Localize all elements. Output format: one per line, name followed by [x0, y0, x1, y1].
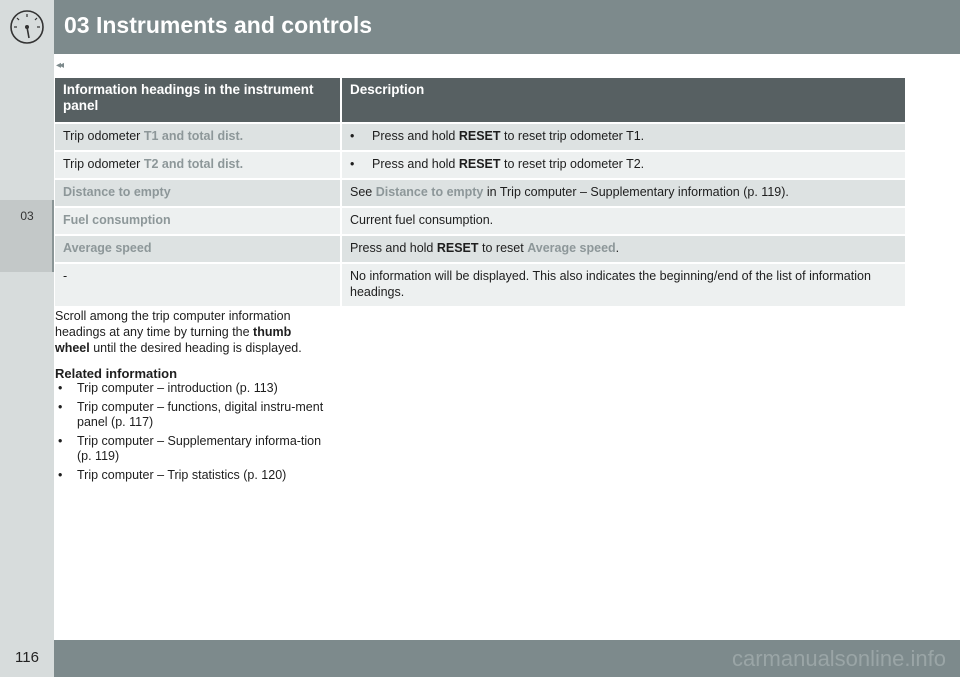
- cell-text: See: [350, 185, 376, 199]
- back-arrows-icon[interactable]: ◂◂: [56, 60, 63, 71]
- related-link[interactable]: [55, 434, 325, 464]
- cell-highlight: Average speed: [63, 241, 152, 255]
- cell-text: Trip odometer: [63, 157, 144, 171]
- page-number: 116: [15, 649, 39, 666]
- cell-text: in Trip computer – Supplementary information (p. 119).: [483, 185, 789, 199]
- cell-highlight: Distance to empty: [63, 185, 171, 199]
- reset-label: RESET: [458, 129, 501, 143]
- cell-text: to reset trip odometer T2.: [500, 157, 645, 171]
- chapter-sidebar: [0, 54, 54, 640]
- table-row: [55, 235, 905, 263]
- bullet: •: [58, 381, 63, 395]
- table-row: [55, 207, 905, 235]
- col-header-description: Description: [341, 78, 905, 123]
- table-header-row: [55, 78, 905, 123]
- related-link-text: Trip computer – functions, digital instru-ment panel (p. 117): [77, 400, 324, 429]
- table-row: [55, 179, 905, 207]
- gauge-icon-box: [0, 0, 54, 54]
- chapter-tab-label: 03: [20, 209, 34, 223]
- related-link[interactable]: [55, 468, 325, 483]
- bullet: •: [58, 468, 63, 482]
- cell-highlight: Distance to empty: [375, 185, 484, 199]
- related-link-text: Trip computer – Trip statistics (p. 120): [77, 468, 287, 482]
- related-information-list: [55, 381, 325, 487]
- bullet: •: [58, 434, 63, 448]
- related-link[interactable]: [55, 381, 325, 396]
- related-information-heading: Related information: [55, 366, 178, 381]
- cell-highlight: T2 and total dist.: [143, 157, 244, 171]
- info-headings-table: [55, 78, 905, 306]
- cell-text: Press and hold: [372, 129, 459, 143]
- table-row: [55, 263, 905, 306]
- para-text: until the desired heading is displayed.: [89, 341, 302, 355]
- table-row: [55, 151, 905, 179]
- bullet: •: [58, 400, 63, 414]
- reset-label: RESET: [436, 241, 479, 255]
- table-row: [55, 123, 905, 151]
- cell-text: Trip odometer: [63, 129, 144, 143]
- related-link-text: Trip computer – introduction (p. 113): [77, 381, 278, 395]
- related-link[interactable]: [55, 400, 325, 430]
- cell-text: to reset: [478, 241, 528, 255]
- reset-label: RESET: [458, 157, 501, 171]
- cell-text: to reset trip odometer T1.: [500, 129, 645, 143]
- cell-highlight: T1 and total dist.: [143, 129, 244, 143]
- para-text: Scroll among the trip computer information headings at any time by turning the: [55, 309, 291, 339]
- cell-text: Current fuel consumption.: [350, 213, 494, 227]
- cell-text: Press and hold: [372, 157, 459, 171]
- watermark: carmanualsonline.info: [731, 646, 946, 671]
- cell-text: -: [63, 269, 68, 283]
- cell-text: No information will be displayed. This also indicates the beginning/end of the list of information headings.: [350, 269, 871, 299]
- bullet: •: [350, 157, 355, 171]
- col-header-headings: Information headings in the instrument panel: [55, 78, 341, 123]
- body-paragraph: [55, 308, 320, 356]
- related-link-text: Trip computer – Supplementary informa-tion (p. 119): [77, 434, 322, 463]
- gauge-icon: [0, 0, 54, 54]
- cell-highlight: Average speed: [527, 241, 616, 255]
- cell-text: Press and hold: [350, 241, 437, 255]
- cell-highlight: Fuel consumption: [63, 213, 171, 227]
- bullet: •: [350, 129, 355, 143]
- page-title: 03 Instruments and controls: [64, 12, 373, 38]
- cell-text: .: [615, 241, 620, 255]
- thumb-wheel-label: thumb wheel: [55, 325, 292, 355]
